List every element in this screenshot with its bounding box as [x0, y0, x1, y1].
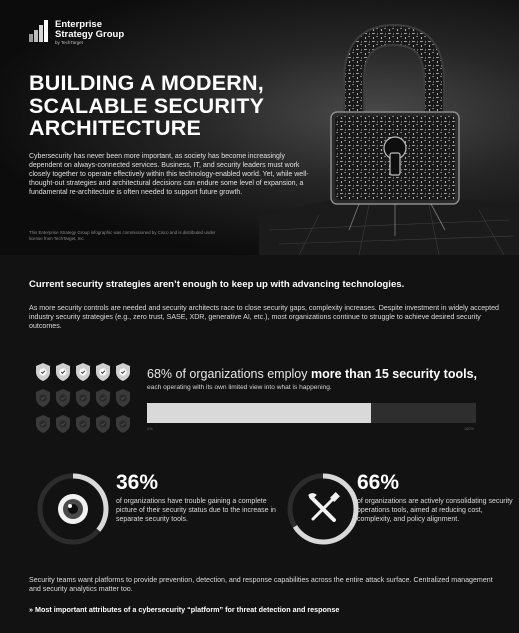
platform-attributes-subhead: » Most important attributes of a cybersecurity “platform” for threat detection and response	[29, 605, 340, 614]
shield-check-icon	[115, 362, 131, 382]
stat-left-donut	[35, 471, 111, 547]
closing-text: Security teams want platforms to provide prevention, detection, and response capabilities across the entire attack surface. Centralized management and security analytics matter too.	[29, 576, 493, 593]
shield-check-icon	[115, 414, 131, 434]
logo-byline: by TechTarget	[55, 40, 83, 45]
tools-progress-bar	[147, 403, 476, 423]
stat-left-text: of organizations have trouble gaining a complete picture of their security status due to the increase in separate security tools.	[116, 498, 276, 523]
shield-icon-grid	[35, 362, 131, 442]
hero-banner	[0, 0, 519, 255]
shield-check-icon	[35, 388, 51, 408]
shield-check-icon	[55, 362, 71, 382]
stat-right-donut	[285, 471, 361, 547]
bar-max-label: 100%	[464, 427, 474, 431]
shield-check-icon	[95, 414, 111, 434]
company-logo	[29, 20, 124, 46]
shield-check-icon	[95, 388, 111, 408]
section-body-text: As more security controls are needed and security architects race to close security gaps, complexity increases. Despite investment in widely accepted industry security strategies (e.g., zero trust, SASE, XDR, generative AI, etc.), most organizations continue to struggle to achieve desired security outcomes.	[29, 304, 499, 330]
wrench-screwdriver-icon	[309, 492, 340, 520]
bar-chart-logo-icon	[29, 20, 49, 42]
shield-check-icon	[55, 388, 71, 408]
shield-check-icon	[55, 414, 71, 434]
stat-right-percent: 66%	[357, 471, 400, 494]
tools-stat-emphasis: more than 15 security tools,	[310, 367, 478, 381]
shield-check-icon	[75, 414, 91, 434]
shield-check-icon	[35, 414, 51, 434]
sponsor-note: This Enterprise Strategy Group infographic was commissioned by Cisco and is distributed under license from TechTarget, Inc.	[29, 230, 216, 241]
tools-stat-headline	[147, 367, 477, 381]
logo-name-line2: Strategy Group	[55, 29, 125, 40]
logo-name-line1: Enterprise	[55, 19, 102, 30]
shield-check-icon	[75, 362, 91, 382]
bar-min-label: 0%	[147, 427, 153, 431]
tools-stat-subtext: each operating with its own limited view into what is happening.	[147, 384, 332, 391]
section-heading: Current security strategies aren’t enough to keep up with advancing technologies.	[29, 279, 405, 290]
shield-check-icon	[115, 388, 131, 408]
page-title: BUILDING A MODERN, SCALABLE SECURITY ARCHITECTURE	[29, 71, 264, 140]
stat-left-percent: 36%	[116, 471, 159, 494]
hero-intro-text: Cybersecurity has never been more important, as society has become increasingly dependent on always-connected services. Business, IT, and security leaders must work closely together to operate effectively within this technology-enabled world. Yet, while well-thought-out strategies and architectural decisions can endure some level of expansion, a fundamental re-architecture is often needed to support future growth.	[29, 153, 309, 196]
logo-wordmark	[55, 20, 124, 46]
shield-check-icon	[35, 362, 51, 382]
stat-right-text: of organizations are actively consolidating security operations tools, aimed at reducing cost, complexity, and policy alignment.	[357, 498, 513, 523]
tools-stat-lead: 68% of organizations employ	[147, 367, 311, 381]
tools-progress-fill	[147, 403, 371, 423]
eye-icon	[58, 494, 88, 524]
shield-check-icon	[75, 388, 91, 408]
shield-check-icon	[95, 362, 111, 382]
